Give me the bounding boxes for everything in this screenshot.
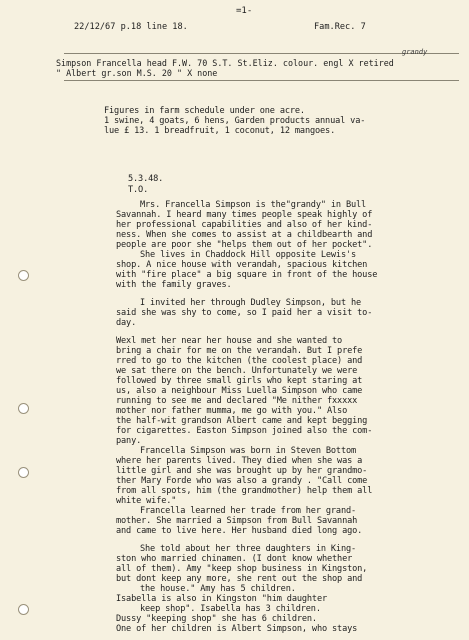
narrative-line: bring a chair for me on the verandah. But I prefe <box>116 346 363 356</box>
narrative-line: with "fire place" a big square in front of the house <box>116 270 378 280</box>
narrative-line: Mrs. Francella Simpson is the"grandy" in Bull <box>140 200 367 210</box>
farm-figures-line: lue £ 13. 1 breadfruit, 1 coconut, 12 mangoes. <box>104 126 336 136</box>
narrative-line: little girl and she was brought up by her grandmo- <box>116 466 368 476</box>
narrative-line: ston who married chinamen. (I dont know whether <box>116 554 353 564</box>
narrative-line: for cigarettes. Easton Simpson joined also the com- <box>116 426 373 436</box>
narrative-line: Francella Simpson was born in Steven Bottom <box>140 446 357 456</box>
binder-hole <box>18 403 29 414</box>
handwritten-annotation: grandy <box>402 48 428 56</box>
narrative-line: keep shop". Isabella has 3 children. <box>140 604 321 614</box>
census-row-1: Simpson Francella head F.W. 70 S.T. St.Eliz. colour. engl X retired <box>56 58 394 68</box>
census-row-2: " Albert gr.son M.S. 20 " X none <box>56 68 218 78</box>
narrative-line: Wexl met her near her house and she wanted to <box>116 336 343 346</box>
narrative-line: One of her children is Albert Simpson, who stays <box>116 624 358 634</box>
family-record-number: Fam.Rec. 7 <box>314 22 366 32</box>
narrative-line: and came to live here. Her husband died long ago. <box>116 526 363 536</box>
binder-hole <box>18 270 29 281</box>
narrative-line: mother nor father mumma, me go with you." Also <box>116 406 348 416</box>
divider-line <box>64 53 459 54</box>
page-number: =1- <box>236 6 253 16</box>
narrative-line: rred to go to the kitchen (the coolest place) and <box>116 356 363 366</box>
binder-hole <box>18 467 29 478</box>
binder-hole <box>18 604 29 615</box>
narrative-line: Dussy "keeping shop" she has 6 children. <box>116 614 317 624</box>
narrative-line: shop. A nice house with verandah, spacious kitchen <box>116 260 368 270</box>
narrative-line: Francella learned her trade from her grand- <box>140 506 357 516</box>
narrative-line: her professional capabilities and also of her kind- <box>116 220 373 230</box>
narrative-line: followed by three small girls who kept staring at <box>116 376 363 386</box>
narrative-line: people are poor she "helps them out of her pocket". <box>116 240 373 250</box>
narrative-line: the half-wit grandson Albert came and kept begging <box>116 416 368 426</box>
binder-holes <box>18 0 30 640</box>
narrative-line: I invited her through Dudley Simpson, but he <box>140 298 362 308</box>
narrative-line: running to see me and declared "Me nither fxxxxx <box>116 396 358 406</box>
record-reference: 22/12/67 p.18 line 18. <box>74 22 188 32</box>
narrative-line: the house." Amy has 5 children. <box>140 584 296 594</box>
narrative-line: She lives in Chaddock Hill opposite Lewis's <box>140 250 357 260</box>
entry-date: 5.3.48. <box>128 174 164 184</box>
narrative-line: Savannah. I heard many times people speak highly of <box>116 210 373 220</box>
narrative-line: we sat there on the bench. Unfortunately we were <box>116 366 358 376</box>
narrative-line: mother. She married a Simpson from Bull Savannah <box>116 516 358 526</box>
narrative-line: pany. <box>116 436 142 446</box>
narrative-line: from all spots, him (the grandmother) help them all <box>116 486 373 496</box>
divider-line <box>64 80 459 81</box>
narrative-line: where her parents lived. They died when she was a <box>116 456 363 466</box>
narrative-line: but dont keep any more, she rent out the shop and <box>116 574 363 584</box>
narrative-line: She told about her three daughters in King- <box>140 544 357 554</box>
narrative-line: ness. When she comes to assist at a childbearth and <box>116 230 373 240</box>
narrative-line: with the family graves. <box>116 280 232 290</box>
narrative-line: ther Mary Forde who was also a grandy . "Call come <box>116 476 368 486</box>
narrative-line: said she was shy to come, so I paid her a visit to- <box>116 308 373 318</box>
narrative-line: all of them). Amy "keep shop business in Kingston, <box>116 564 368 574</box>
farm-figures-line: 1 swine, 4 goats, 6 hens, Garden products annual va- <box>104 116 366 126</box>
farm-figures-line: Figures in farm schedule under one acre. <box>104 106 305 116</box>
narrative-line: white wife." <box>116 496 177 506</box>
narrative-line: day. <box>116 318 137 328</box>
narrative-line: us, also a neighbour Miss Luella Simpson who came <box>116 386 363 396</box>
narrative-line: Isabella is also in Kingston "him daughter <box>116 594 328 604</box>
entry-initials: T.O. <box>128 185 149 195</box>
